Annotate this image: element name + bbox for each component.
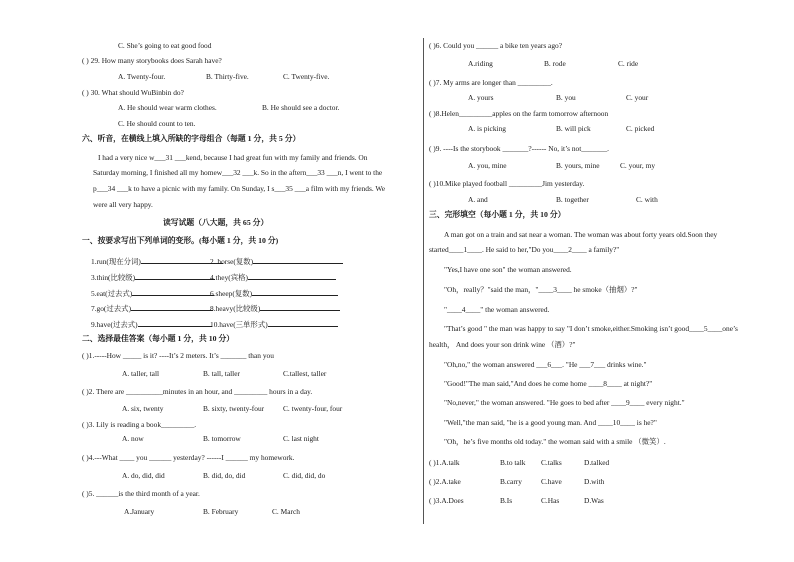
answer-blank[interactable] xyxy=(252,287,338,296)
mc-option: B.carry xyxy=(500,477,522,486)
mc-option: C.talks xyxy=(541,458,562,467)
mc-option: C. March xyxy=(272,507,300,516)
mc-option: D.with xyxy=(584,477,605,486)
mc-option: C. twenty-four, four xyxy=(283,404,343,413)
mc-question-5: ( )5. ______is the third month of a year. xyxy=(82,489,200,498)
mc-option: C. your, my xyxy=(620,161,656,170)
mc-question-10: ( )10.Mike played football _________Jim yesterday. xyxy=(429,179,585,188)
mc-question-6: ( )6. Could you ______ a bike ten years ago? xyxy=(429,41,562,50)
answer-blank[interactable] xyxy=(268,318,338,327)
q30-question: ( ) 30. What should WuBinbin do? xyxy=(82,88,184,97)
mc-option: A. now xyxy=(122,434,144,443)
section2-title: 二、选择最佳答案（每小题 1 分，共 10 分） xyxy=(82,334,235,343)
cloze-line-5: "____4____" the woman answered. xyxy=(444,305,550,314)
mc-option: A. and xyxy=(468,195,488,204)
written-test-title: 读写试题（八大题，共 65 分） xyxy=(163,218,269,227)
q29-question: ( ) 29. How many storybooks does Sarah have? xyxy=(82,56,222,65)
cloze-line-10: "No,never," the woman answered. "He goes to bed after ____9____ every night." xyxy=(444,398,685,407)
word-form-item: 10.have(三单形式) xyxy=(210,318,338,330)
passage-line-2: Saturday morning, I finished all my homew___32 ___k. So in the aftern___33 ___n, I went to the xyxy=(93,168,383,177)
q29-option-a: A. Twenty-four. xyxy=(118,72,166,81)
cloze-line-7: health， And does your son drink wine （酒）?" xyxy=(429,340,576,349)
column-divider xyxy=(423,38,424,524)
cloze-line-9: "Good!"The man said,"And does he come home ____8____ at night?" xyxy=(444,379,653,388)
q30-option-b: B. He should see a doctor. xyxy=(262,103,340,112)
word-form-item: 4.they(宾格) xyxy=(210,271,336,283)
passage-line-3: p___34 ___k to have a picnic with my family. On Sunday, I s___35 ___a film with my friends. We xyxy=(93,184,386,193)
mc-question-1: ( )1.-----How _____ is it? ----It’s 2 meters. It’s _______ than you xyxy=(82,351,274,360)
q29-option-c: C. Twenty-five. xyxy=(283,72,330,81)
word-form-item: 7.go(过去式) xyxy=(91,302,213,314)
answer-blank[interactable] xyxy=(260,302,340,311)
mc-option: C.Has xyxy=(541,496,560,505)
answer-blank[interactable] xyxy=(138,318,212,327)
mc-option: D.Was xyxy=(584,496,604,505)
q28-option-c: C. She’s going to eat good food xyxy=(118,41,212,50)
mc-option: A. you, mine xyxy=(468,161,507,170)
mc-option: A. taller, tall xyxy=(122,369,160,378)
mc-option: B. you xyxy=(556,93,576,102)
mc-option: C. last night xyxy=(283,434,319,443)
mc-option: B. tomorrow xyxy=(203,434,241,443)
mc-option: C.have xyxy=(541,477,562,486)
section6-title: 六、听音，在横线上填入所缺的字母组合（每题 1 分，共 5 分） xyxy=(82,134,301,143)
word-form-item: 3.thin(比较级) xyxy=(91,271,215,283)
mc-question-4: ( )4.---What ____ you ______ yesterday? ------I ______ my homework. xyxy=(82,453,295,462)
cloze-line-11: "Well,"the man said, "he is a good young man. And ____10____ is he?" xyxy=(444,418,657,427)
mc-option: C. with xyxy=(636,195,658,204)
word-form-item: 8.heavy(比较级) xyxy=(210,302,340,314)
mc-option: C. ride xyxy=(618,59,639,68)
mc-option: B. yours, mine xyxy=(556,161,600,170)
mc-option: C. your xyxy=(626,93,649,102)
mc-option: B. tall, taller xyxy=(203,369,240,378)
cloze-question-2: ( )2.A.take xyxy=(429,477,461,486)
cloze-line-4: "Oh，really？"said the man，"____3____ he smoke（抽烟）?" xyxy=(444,285,638,294)
cloze-line-12: "Oh，he’s five months old today." the woman said with a smile （微笑）. xyxy=(444,437,666,446)
mc-option: B. will pick xyxy=(556,124,591,133)
mc-option: B. sixty, twenty-four xyxy=(203,404,265,413)
q29-option-b: B. Thirty-five. xyxy=(206,72,249,81)
mc-option: A.riding xyxy=(468,59,493,68)
mc-option: B. February xyxy=(203,507,239,516)
mc-option: C.tallest, taller xyxy=(283,369,327,378)
section1-title: 一、按要求写出下列单词的变形。(每小题 1 分，共 10 分) xyxy=(82,236,279,245)
mc-option: B. together xyxy=(556,195,589,204)
section3-title: 三、完形填空（每小题 1 分，共 10 分） xyxy=(429,210,566,219)
passage-line-4: were all very happy. xyxy=(93,200,153,209)
mc-option: A. yours xyxy=(468,93,494,102)
answer-blank[interactable] xyxy=(253,255,343,264)
word-form-item: 5.eat(过去式) xyxy=(91,287,214,299)
mc-question-7: ( )7. My arms are longer than _________. xyxy=(429,78,553,87)
cloze-line-2: started____1____. He said to her,"Do you____2____ a family?" xyxy=(429,245,620,254)
answer-blank[interactable] xyxy=(248,271,336,280)
word-form-item: 1.run(现在分词) xyxy=(91,255,223,267)
mc-option: A.January xyxy=(124,507,155,516)
mc-question-3: ( )3. Lily is reading a book_________. xyxy=(82,420,197,429)
cloze-question-1: ( )1.A.talk xyxy=(429,458,460,467)
mc-option: B.Is xyxy=(500,496,513,505)
word-form-item: 9.have(过去式) xyxy=(91,318,212,330)
cloze-line-3: "Yes,I have one son" the woman answered. xyxy=(444,265,572,274)
mc-option: D.talked xyxy=(584,458,610,467)
mc-question-2: ( )2. There are __________minutes in an hour, and _________ hours in a day. xyxy=(82,387,313,396)
mc-question-8: ( )8.Helen_________apples on the farm tomorrow afternoon xyxy=(429,109,609,118)
word-form-item: 6.sheep(复数) xyxy=(210,287,338,299)
q30-option-c: C. He should count to ten. xyxy=(118,119,196,128)
mc-option: C. did, did, do xyxy=(283,471,326,480)
mc-option: B. rode xyxy=(544,59,566,68)
word-form-item: 2. horse(复数) xyxy=(210,255,343,267)
cloze-line-1: A man got on a train and sat near a woman. The woman was about forty years old.Soon they xyxy=(444,230,718,239)
answer-blank[interactable] xyxy=(131,302,213,311)
mc-option: C. picked xyxy=(626,124,655,133)
passage-line-1: I had a very nice w___31 ___kend, because I had great fun with my family and friends. On xyxy=(98,153,368,162)
mc-option: B.to talk xyxy=(500,458,526,467)
mc-option: A. do, did, did xyxy=(122,471,165,480)
answer-blank[interactable] xyxy=(132,287,214,296)
mc-option: B. did, do, did xyxy=(203,471,246,480)
mc-option: A. six, twenty xyxy=(122,404,164,413)
mc-option: A. is picking xyxy=(468,124,506,133)
answer-blank[interactable] xyxy=(135,271,215,280)
q30-option-a: A. He should wear warm clothes. xyxy=(118,103,217,112)
mc-question-9: ( )9. ----Is the storybook _______?------ No, it’s not_______. xyxy=(429,144,610,153)
cloze-line-8: "Oh,no," the woman answered ___6___. "He ___7___ drinks wine." xyxy=(444,360,647,369)
cloze-line-6: "That’s good " the man was happy to say "I don’t smoke,either.Smoking isn’t good____5____one’s xyxy=(444,324,738,333)
cloze-question-3: ( )3.A.Does xyxy=(429,496,464,505)
